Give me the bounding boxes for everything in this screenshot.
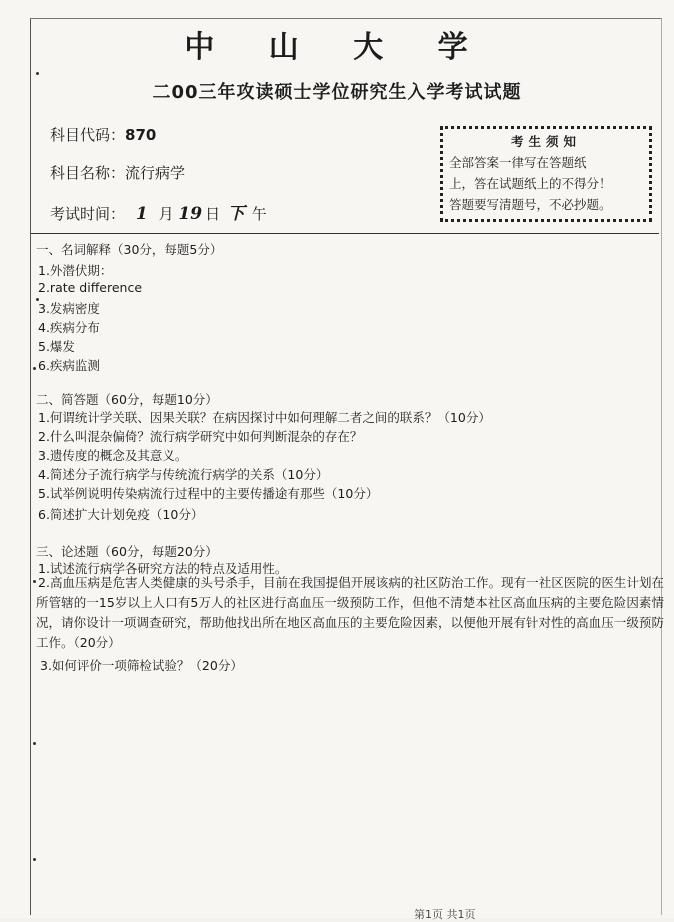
subject-name-value: 流行病学 bbox=[125, 164, 186, 182]
exam-title: 二00三年攻读硕士学位研究生入学考试试题 bbox=[152, 82, 522, 103]
day-char: 日 bbox=[205, 205, 221, 223]
section2-item: 3.遗传度的概念及其意义。 bbox=[38, 448, 188, 463]
section1-item: 4.疾病分布 bbox=[38, 320, 100, 335]
section1-heading: 一、名词解释（30分，每题5分） bbox=[36, 242, 223, 257]
scan-speck bbox=[33, 858, 36, 861]
section1-item: 2.rate difference bbox=[38, 280, 143, 295]
notice-line: 全部答案一律写在答题纸 bbox=[449, 155, 587, 170]
section1-item: 3.发病密度 bbox=[38, 301, 100, 316]
section2-item: 4.简述分子流行病学与传统流行病学的关系（10分） bbox=[38, 467, 329, 482]
scan-speck bbox=[36, 72, 39, 75]
notice-line: 上，答在试题纸上的不得分！ bbox=[449, 176, 612, 191]
page-number: 第1页 共1页 bbox=[414, 908, 476, 921]
section3-item: 3.如何评价一项筛检试验？（20分） bbox=[40, 658, 243, 673]
section1-item: 1.外潜伏期： bbox=[38, 263, 113, 278]
noon-char: 午 bbox=[251, 205, 267, 223]
month-char: 月 bbox=[158, 205, 174, 223]
subject-code-label: 科目代码： bbox=[50, 126, 126, 144]
section2-item: 6.简述扩大计划免疫（10分） bbox=[38, 507, 204, 522]
notice-title: 考生须知 bbox=[510, 134, 581, 149]
exam-day: 19 bbox=[178, 204, 203, 224]
section1-item: 5.爆发 bbox=[38, 339, 75, 354]
candidate-notice-box bbox=[440, 126, 652, 222]
exam-time-row bbox=[50, 199, 267, 224]
section2-item: 2.什么叫混杂偏倚？流行病学研究中如何判断混杂的存在？ bbox=[38, 429, 363, 444]
scan-speck bbox=[33, 742, 36, 745]
subject-name-row bbox=[50, 162, 185, 183]
exam-half-day: 下 bbox=[227, 204, 245, 224]
subject-code-row bbox=[50, 124, 156, 145]
section2-item: 1.何谓统计学关联、因果关联？在病因探讨中如何理解二者之间的联系？（10分） bbox=[38, 410, 491, 425]
section2-item: 5.试举例说明传染病流行过程中的主要传播途有那些（10分） bbox=[38, 486, 379, 501]
header-divider bbox=[31, 233, 659, 234]
exam-time-label: 考试时间： bbox=[50, 205, 126, 223]
university-name: 中 山 大 学 bbox=[184, 30, 490, 65]
notice-line: 答题要写清题号，不必抄题。 bbox=[449, 197, 612, 212]
scan-speck bbox=[33, 367, 36, 370]
section3-heading: 三、论述题（60分，每题20分） bbox=[36, 544, 218, 559]
section3-item: 1.试述流行病学各研究方法的特点及适用性。 bbox=[38, 561, 288, 576]
exam-month: 1 bbox=[135, 204, 148, 224]
section2-heading: 二、简答题（60分，每题10分） bbox=[36, 392, 218, 407]
section3-item: 2.高血压病是危害人类健康的头号杀手，目前在我国提倡开展该病的社区防治工作。现有一社区医院的医生计划在所管辖的一15岁以上人口有5万人的社区进行高血压一级预防工作，但他不清楚本社区高血压病的主要危险因素情况，请你设计一项调查研究，帮助他找出所在地区高血压的主要危险因素，以便他开展有针对性的高血压一级预防工作。（20分） bbox=[36, 575, 664, 650]
section1-item: 6.疾病监测 bbox=[38, 358, 100, 373]
subject-name-label: 科目名称： bbox=[50, 164, 126, 182]
subject-code-value: 870 bbox=[125, 126, 157, 144]
